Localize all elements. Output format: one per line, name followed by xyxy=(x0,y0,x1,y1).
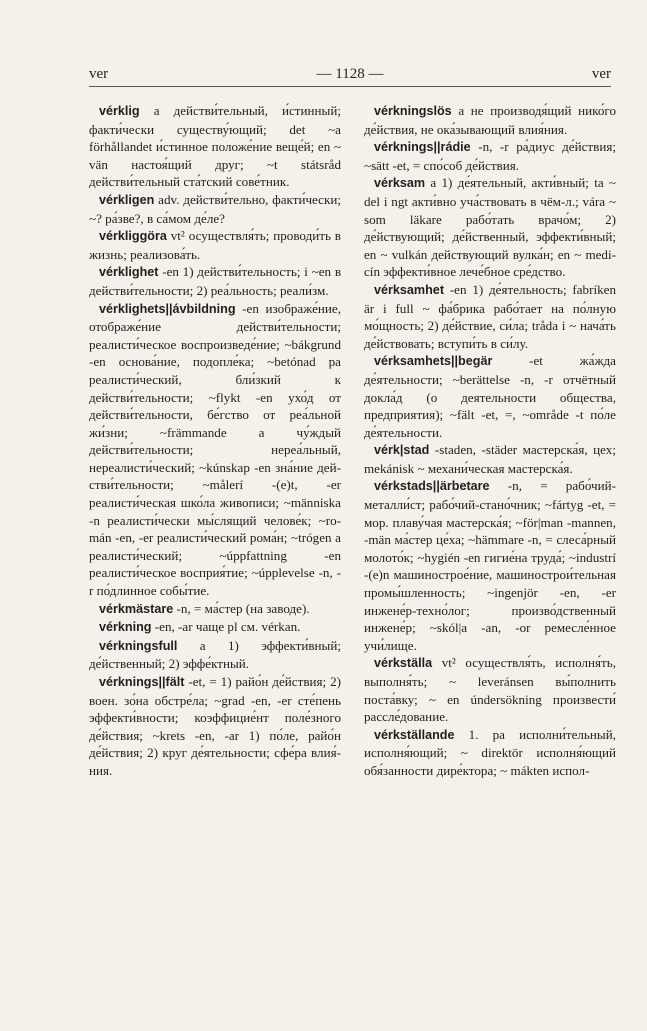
dictionary-entry xyxy=(89,300,341,600)
entry-definition: a 1) эффекти́вный; де́йственный; 2) эффе́ктный. xyxy=(89,637,342,672)
entry-headword: vérkställa xyxy=(374,656,433,671)
entry-headword: vérklighet xyxy=(99,265,159,280)
right-column xyxy=(364,102,616,780)
entry-headword: vérksam xyxy=(374,176,426,191)
dictionary-entry xyxy=(364,138,616,174)
entry-headword: vérkliggöra xyxy=(99,229,167,244)
entry-definition: -en 1) де́ятельность; fabríken är i full ~ фа́брика рабо́тает на по́лную мо́щность; 2) де́йствие, си́ла; tråda i ~ нача́ть де́йствовать; вступи́ть в си́лу. xyxy=(364,281,616,351)
entry-definition: -n, = рабо́чий-металли́ст; рабо́чий-стано́чник; ~fártyg -et, = мор. плаву́чая мастерска́я; ~för|man -mannen, -män ма́стер це́ха; ~hämmare -n, = слеса́рный молото́к; ~hygién -en гигие́на труда́; ~industrí -(e)n машинострое́ние, машинострои́тельная промы́шленность; ~ingenjör -en, -er инжене́р-техно́лог; произво́дственный инжене́р; ~skól|a -an, -or ремесле́нное учи́лище. xyxy=(364,478,616,653)
header-rule xyxy=(89,86,611,87)
entry-headword: vérk|stad xyxy=(374,443,430,458)
dictionary-entry xyxy=(364,352,616,441)
dictionary-entry xyxy=(89,673,341,780)
entry-headword: vérkligen xyxy=(99,192,155,207)
entry-headword: vérklighets||ávbildning xyxy=(99,301,236,316)
entry-headword: vérkställande xyxy=(374,727,455,742)
dictionary-entry xyxy=(89,637,341,673)
entry-definition: -staden, -städer мастерска́я, цех; mekánisk ~ механи́ческая мастерска́я. xyxy=(364,442,616,476)
dictionary-entry xyxy=(89,618,341,637)
entry-definition: vt² осуществля́ть, исполня́ть, выполня́ть; ~ leveránsen вы́полнить поста́вку; ~ en úndersökning произвести́ рассле́дование. xyxy=(364,655,616,725)
entry-headword: vérknings||rádie xyxy=(374,140,471,155)
entry-definition: -et жа́жда де́ятельности; ~berättelse -n, -r отчётный докла́д (о деятельности общества, предприятия); ~fält -et, =, ~område -t по́ле де́ятельности. xyxy=(364,353,616,440)
entry-definition: a не производя́щий нико́го де́йствия, не ока́зывающий влия́ния. xyxy=(364,103,616,137)
entry-headword: vérklig xyxy=(99,104,140,118)
header-right-guideword: ver xyxy=(591,66,611,82)
entry-headword: vérksamhet xyxy=(374,282,445,297)
dictionary-entry xyxy=(89,227,341,263)
entry-headword: vérknings||fält xyxy=(99,675,185,689)
entry-headword: vérkmästare xyxy=(99,601,174,616)
entry-definition: vt² осуществля́ть; проводи́ть в жизнь; реализова́ть. xyxy=(89,228,341,262)
entry-headword: vérkning xyxy=(99,620,152,635)
entry-headword: vérkstads||ärbetare xyxy=(374,479,490,494)
dictionary-entry xyxy=(364,441,616,477)
header-left-guideword: ver xyxy=(89,66,109,82)
entry-definition: -n, -r ра́диус де́йствия; ~sätt -et, = спо́соб де́йствия. xyxy=(364,139,616,173)
dictionary-entry xyxy=(364,102,616,138)
entry-definition: -en, -ar чаще pl см. vérkan. xyxy=(154,619,301,635)
entry-definition: a 1) де́ятельный, акти́вный; ta ~ del i ngt акти́вно уча́ствовать в чём-л.; vára ~ som läkare рабо́тать врачо́м; 2) де́йствующий; де́йственный, эффекти́вный; en ~ vulkán действующий вулка́н; en ~ medicín эффекти́вное лече́бное сре́дство. xyxy=(364,175,616,280)
entry-definition: adv. действи́тельно, факти́чески; ~? ра́зве?, в са́мом де́ле? xyxy=(89,191,341,226)
entry-definition: -n, = ма́стер (на заводе). xyxy=(176,600,310,616)
entry-definition: -en изображе́ние, отображе́ние действи́тельности; реалисти́ческое воспроизведе́ние; ~bákgrund -en основа́ние, подопле́ка; ~betónad pa реалисти́ческий, бли́зкий к действи́тельности; ~flykt -en ухо́д от действи́тельности, бе́гство от реа́льной жи́зни; ~främmande a чу́ждый действи́тельности; нереа́льный, нереалисти́ческий; ~kúnskap -en зна́ние действи́тельности; ~målerí -(e)t, -er реалисти́ческая шко́ла живописи; ~människa -n реалисти́чески мы́слящий челове́к; ~román -en, -er реалисти́ческий рома́н; ~trógen a реалисти́ческий; ~úppfattning -en реалисти́ческое восприя́тие; ~úpplevelse -n, -r по́длинное собы́тие. xyxy=(89,300,341,599)
dictionary-entry xyxy=(89,102,341,191)
dictionary-entry xyxy=(364,654,616,725)
entry-headword: vérkningslös xyxy=(374,104,452,118)
dictionary-entry xyxy=(89,600,341,619)
left-column xyxy=(89,102,341,780)
entry-definition: 1. pa исполни́тельный, исполня́ющий; ~ direktör исполня́ющий обя́занности дире́ктора; ~ mákten испол- xyxy=(364,726,616,778)
entry-headword: vérkningsfull xyxy=(99,638,178,653)
dictionary-entry xyxy=(364,174,616,281)
entry-definition: a действи́тельный, и́стинный; факти́чески существу́ющий; det ~a förhållandet и́стинное положе́ние веще́й; en ~ vän настоя́щий друг; ~t státsråd действи́тельный ста́тский сове́тник. xyxy=(89,103,341,190)
dictionary-entry xyxy=(364,726,616,780)
dictionary-entry xyxy=(364,477,616,654)
dictionary-entry xyxy=(89,263,341,299)
entry-headword: vérksamhets||begär xyxy=(374,354,493,369)
dictionary-entry xyxy=(364,281,616,352)
entry-definition: -et, = 1) райо́н де́йствия; 2) воен. зо́на обстре́ла; ~grad -en, -er сте́пень эффекти́вности; коэффицие́нт поле́зного де́йствия; ~krets -en, -ar 1) по́ле, райо́н де́йствия; 2) круг де́ятельности; сфе́ра влия́ния. xyxy=(89,674,341,778)
dictionary-entry xyxy=(89,191,341,227)
page-number: — 1128 — xyxy=(316,66,384,82)
entry-definition: -en 1) действи́тельность; i ~en в действи́тельности; 2) реа́льность; реали́зм. xyxy=(89,264,341,298)
